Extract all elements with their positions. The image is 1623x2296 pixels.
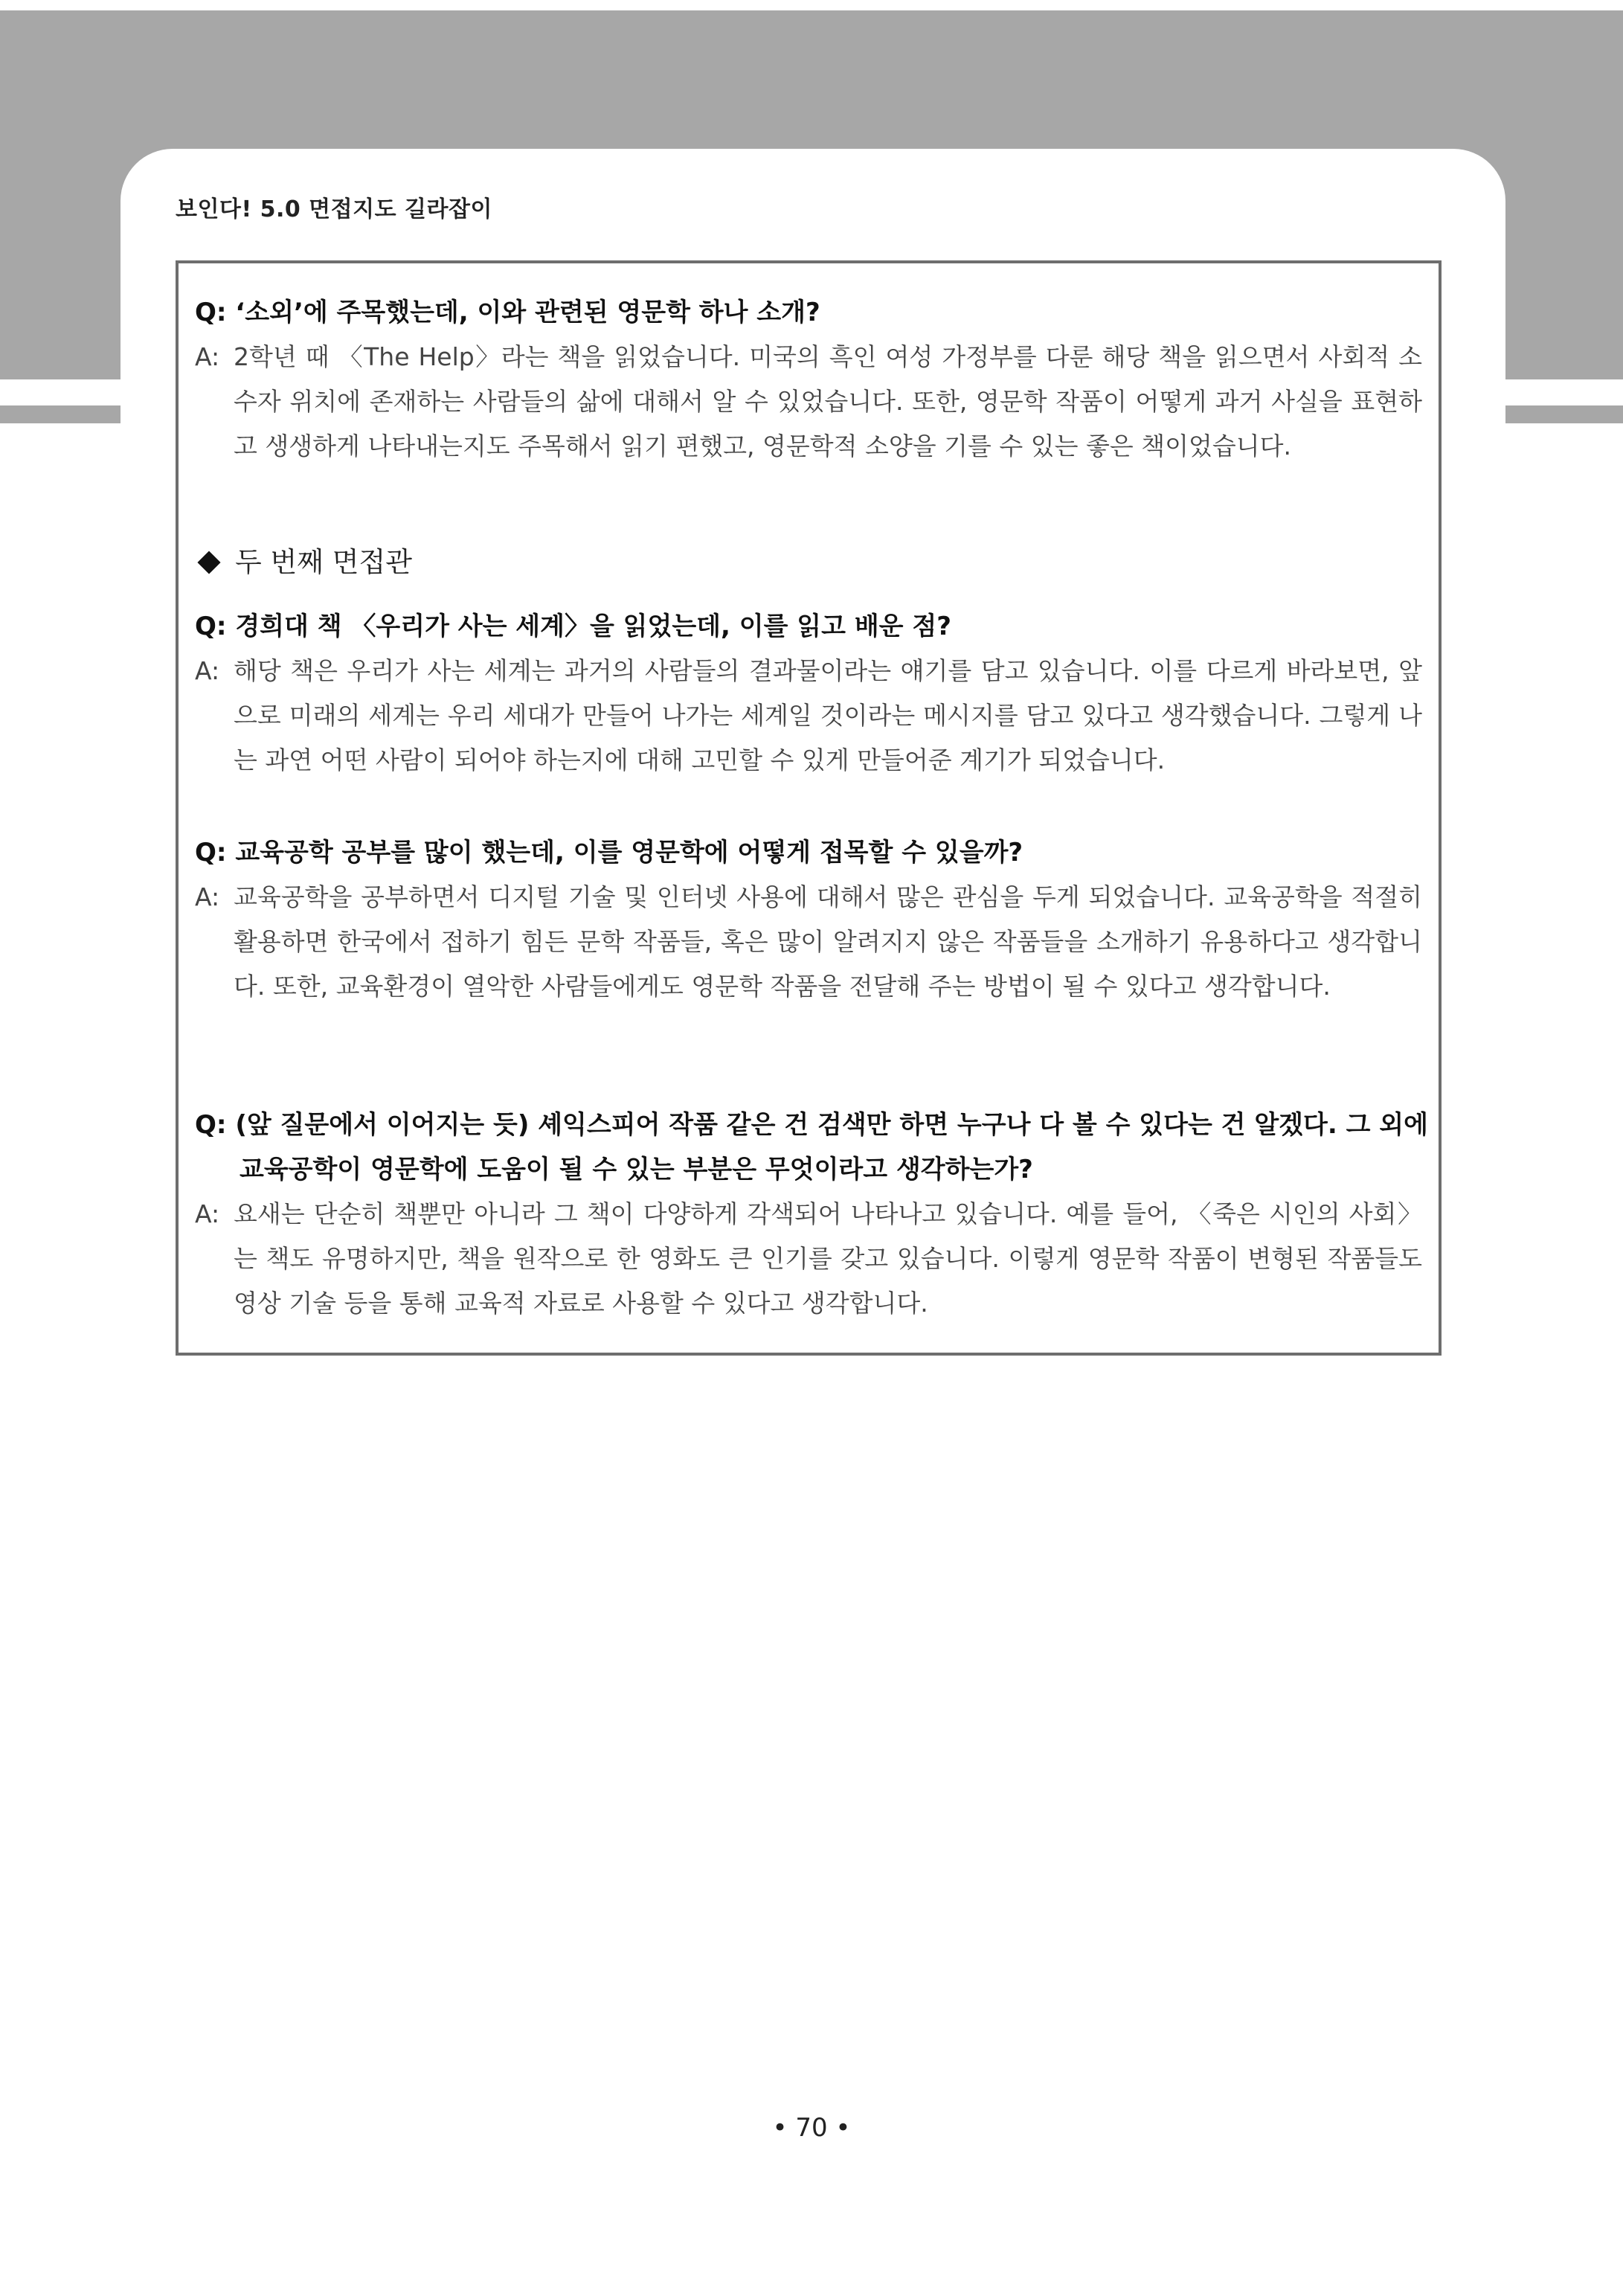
- qa-item-2: [195, 604, 1422, 783]
- running-header: 보인다! 5.0 면접지도 길라잡이: [176, 196, 492, 222]
- question-2: Q: 경희대 책 〈우리가 사는 세계〉을 읽었는데, 이를 읽고 배운 점?: [195, 612, 951, 641]
- diamond-bullet-icon: [197, 551, 220, 574]
- qa-item-1: [195, 290, 1422, 469]
- answer-1: [195, 335, 1422, 469]
- answer-3: [195, 875, 1422, 1009]
- qa-item-3: [195, 830, 1422, 1009]
- question-4-line-2: 교육공학이 영문학에 도움이 될 수 있는 부분은 무엇이라고 생각하는가?: [240, 1155, 1033, 1184]
- question-3: Q: 교육공학 공부를 많이 했는데, 이를 영문학에 어떻게 접목할 수 있을까?: [195, 838, 1023, 868]
- qa-item-4: [195, 1103, 1428, 1326]
- question-1: Q: ‘소외’에 주목했는데, 이와 관련된 영문학 하나 소개?: [195, 298, 820, 327]
- qa-box: [176, 260, 1442, 1356]
- answer-4: [195, 1192, 1422, 1326]
- side-stripe-left: [0, 405, 120, 423]
- answer-label: A:: [195, 882, 220, 911]
- answer-text: 교육공학을 공부하면서 디지털 기술 및 인터넷 사용에 대해서 많은 관심을 두게 되었습니다. 교육공학을 적절히 활용하면 한국에서 접하기 힘든 문학 작품들, 혹은 많이 알려지지 않은 작품들을 소개하기 유용하다고 생각합니다. 또한, 교육환경이 열악한 사람들에게도 영문학 작품을 전달해 주는 방법이 될 수 있다고 생각합니다.: [234, 882, 1422, 1001]
- section-heading-text: 두 번째 면접관: [235, 546, 412, 578]
- answer-label: A:: [195, 656, 220, 685]
- section-heading: [195, 540, 412, 585]
- page-number: • 70 •: [772, 2113, 851, 2143]
- top-edge: [0, 0, 1623, 10]
- question-4-line-1: Q: (앞 질문에서 이어지는 듯) 셰익스피어 작품 같은 건 검색만 하면 누구나 다 볼 수 있다는 건 알겠다. 그 외에: [195, 1110, 1428, 1140]
- answer-text: 요새는 단순히 책뿐만 아니라 그 책이 다양하게 각색되어 나타나고 있습니다. 예를 들어, 〈죽은 시인의 사회〉는 책도 유명하지만, 책을 원작으로 한 영화도 큰 인기를 갖고 있습니다. 이렇게 영문학 작품이 변형된 작품들도 영상 기술 등을 통해 교육적 자료로 사용할 수 있다고 생각합니다.: [234, 1199, 1422, 1318]
- answer-text: 2학년 때 〈The Help〉라는 책을 읽었습니다. 미국의 흑인 여성 가정부를 다룬 해당 책을 읽으면서 사회적 소수자 위치에 존재하는 사람들의 삶에 대해서 알 수 있었습니다. 또한, 영문학 작품이 어떻게 과거 사실을 표현하고 생생하게 나타내는지도 주목해서 읽기 편했고, 영문학적 소양을 기를 수 있는 좋은 책이었습니다.: [234, 342, 1422, 461]
- side-stripe-right: [1505, 405, 1623, 423]
- answer-2: [195, 649, 1422, 783]
- answer-label: A:: [195, 342, 220, 371]
- answer-label: A:: [195, 1199, 220, 1228]
- answer-text: 해당 책은 우리가 사는 세계는 과거의 사람들의 결과물이라는 얘기를 담고 있습니다. 이를 다르게 바라보면, 앞으로 미래의 세계는 우리 세대가 만들어 나가는 세계일 것이라는 메시지를 담고 있다고 생각했습니다. 그렇게 나는 과연 어떤 사람이 되어야 하는지에 대해 고민할 수 있게 만들어준 계기가 되었습니다.: [234, 656, 1422, 775]
